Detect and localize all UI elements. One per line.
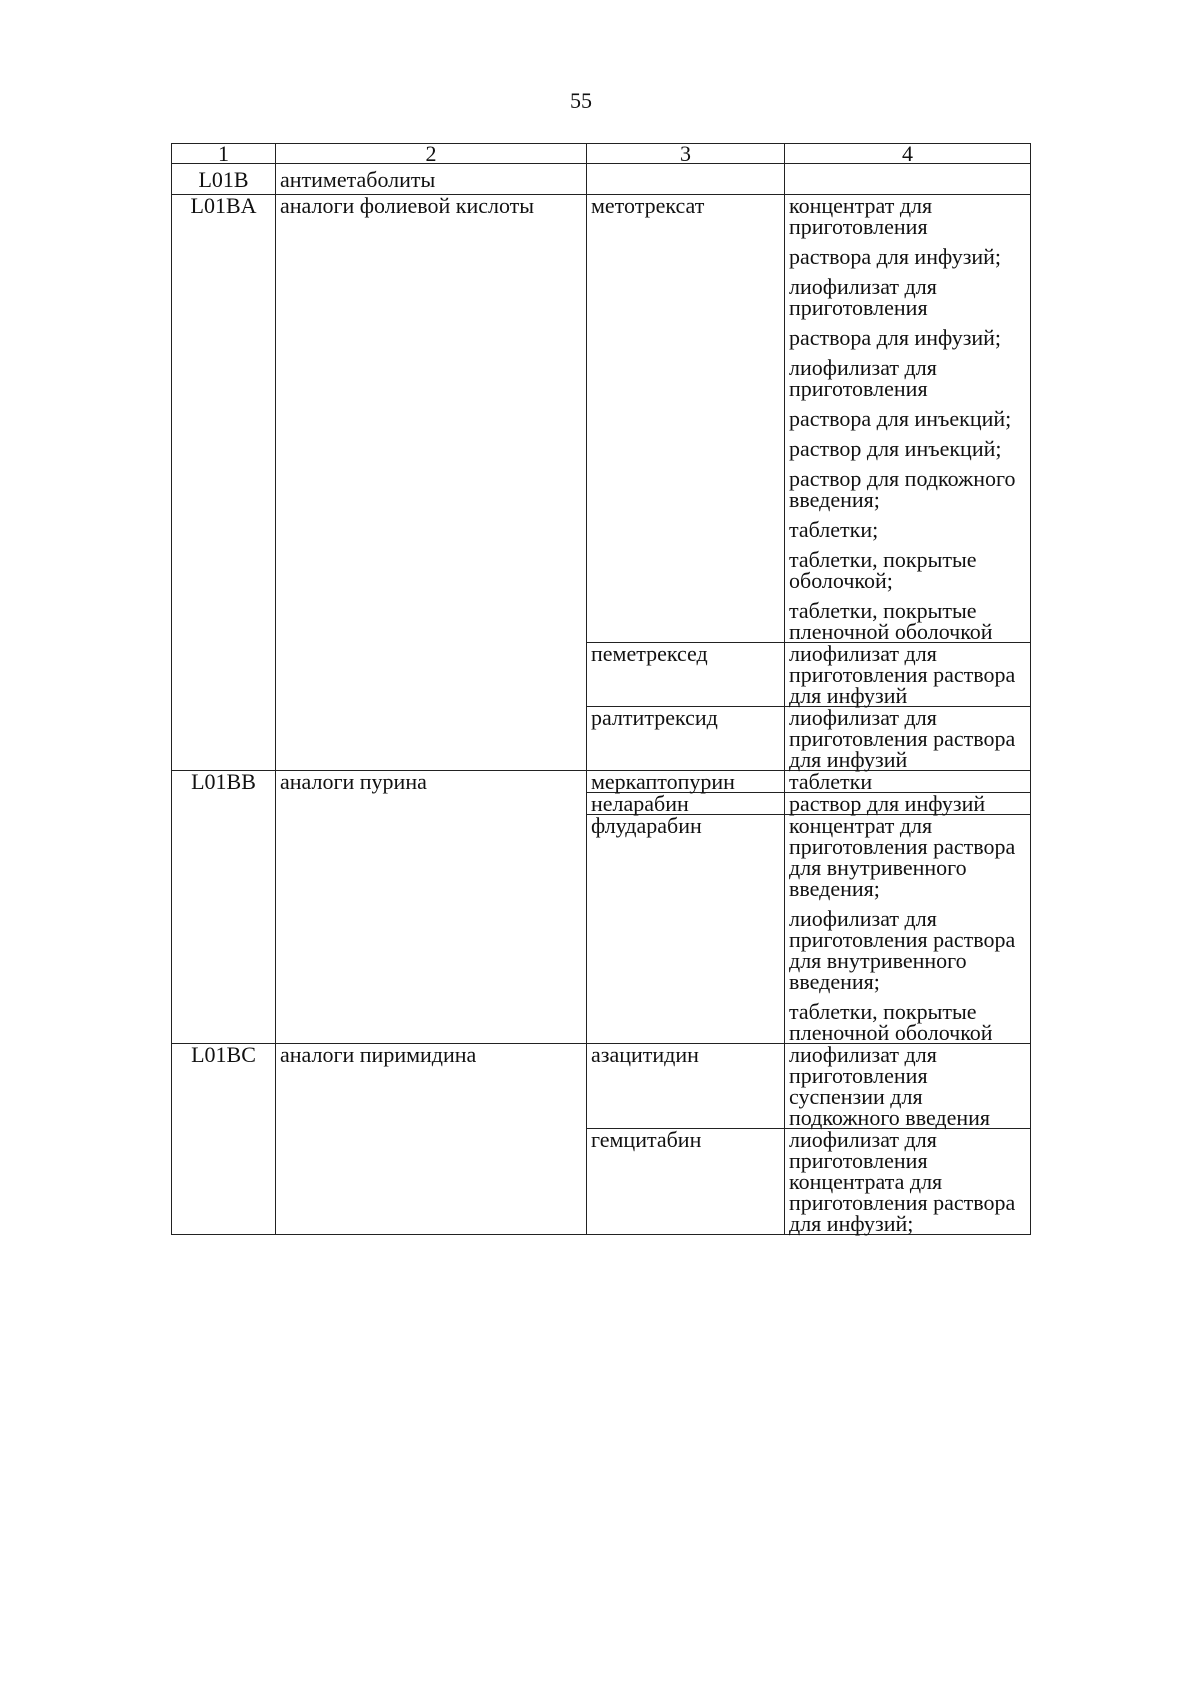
header-cell: 4 bbox=[785, 144, 1031, 164]
dosage-form: раствора для инфузий; bbox=[789, 325, 1002, 350]
table-row bbox=[172, 195, 1031, 643]
dosage-form: лиофилизат для приготовления концентрата для приготовления раствора для инфузий; bbox=[789, 1127, 1016, 1236]
atc-code: L01BC bbox=[172, 1044, 276, 1235]
drug-table bbox=[171, 143, 1031, 1235]
dosage-form: таблетки, покрытые пленочной оболочкой bbox=[789, 999, 993, 1045]
drug-name: пеметрексед bbox=[587, 643, 785, 707]
drug-name: ралтитрексид bbox=[587, 707, 785, 771]
table-row bbox=[172, 1044, 1031, 1129]
group-name: антиметаболиты bbox=[276, 164, 587, 195]
dosage-form: лиофилизат для приготовления bbox=[789, 355, 937, 401]
dosage-form: раствора для инъекций; bbox=[789, 406, 1012, 431]
dosage-form: лиофилизат для приготовления раствора для инфузий bbox=[789, 641, 1016, 708]
dosage-form: лиофилизат для приготовления bbox=[789, 274, 937, 320]
dosage-forms bbox=[785, 707, 1031, 771]
dosage-forms bbox=[785, 643, 1031, 707]
drug-name: меркаптопурин bbox=[587, 771, 785, 793]
drug-name: флударабин bbox=[587, 815, 785, 1044]
atc-code: L01BA bbox=[172, 195, 276, 771]
dosage-form: таблетки bbox=[789, 769, 873, 794]
dosage-form: раствор для инъекций; bbox=[789, 436, 1002, 461]
drug-name: гемцитабин bbox=[587, 1129, 785, 1235]
dosage-forms bbox=[785, 195, 1031, 643]
dosage-form: концентрат для приготовления раствора для внутривенного введения; bbox=[789, 813, 1016, 901]
dosage-form: концентрат для приготовления bbox=[789, 193, 933, 239]
subgroup-name: аналоги пиримидина bbox=[276, 1044, 587, 1235]
empty-cell bbox=[587, 164, 785, 195]
page-number: 55 bbox=[570, 88, 592, 113]
dosage-forms bbox=[785, 771, 1031, 793]
dosage-form: таблетки; bbox=[789, 517, 879, 542]
drug-name: неларабин bbox=[587, 793, 785, 815]
dosage-form: лиофилизат для приготовления суспензии для подкожного введения bbox=[789, 1042, 991, 1130]
empty-cell bbox=[785, 164, 1031, 195]
drug-name: азацитидин bbox=[587, 1044, 785, 1129]
dosage-form: таблетки, покрытые оболочкой; bbox=[789, 547, 977, 593]
header-cell: 2 bbox=[276, 144, 587, 164]
dosage-forms bbox=[785, 793, 1031, 815]
dosage-form: раствора для инфузий; bbox=[789, 244, 1002, 269]
dosage-forms bbox=[785, 1129, 1031, 1235]
dosage-forms bbox=[785, 815, 1031, 1044]
drug-name: метотрексат bbox=[587, 195, 785, 643]
dosage-form: лиофилизат для приготовления раствора для инфузий bbox=[789, 705, 1016, 772]
group-row bbox=[172, 164, 1031, 195]
atc-code: L01B bbox=[172, 164, 276, 195]
header-cell: 3 bbox=[587, 144, 785, 164]
dosage-form: таблетки, покрытые пленочной оболочкой bbox=[789, 598, 993, 644]
dosage-form: лиофилизат для приготовления раствора для внутривенного введения; bbox=[789, 906, 1016, 994]
table-row bbox=[172, 771, 1031, 793]
subgroup-name: аналоги фолиевой кислоты bbox=[276, 195, 587, 771]
header-row bbox=[172, 144, 1031, 164]
subgroup-name: аналоги пурина bbox=[276, 771, 587, 1044]
header-cell: 1 bbox=[172, 144, 276, 164]
atc-code: L01BB bbox=[172, 771, 276, 1044]
dosage-form: раствор для инфузий bbox=[789, 791, 986, 816]
dosage-forms bbox=[785, 1044, 1031, 1129]
dosage-form: раствор для подкожного введения; bbox=[789, 466, 1016, 512]
drug-table-body bbox=[172, 141, 1031, 1236]
